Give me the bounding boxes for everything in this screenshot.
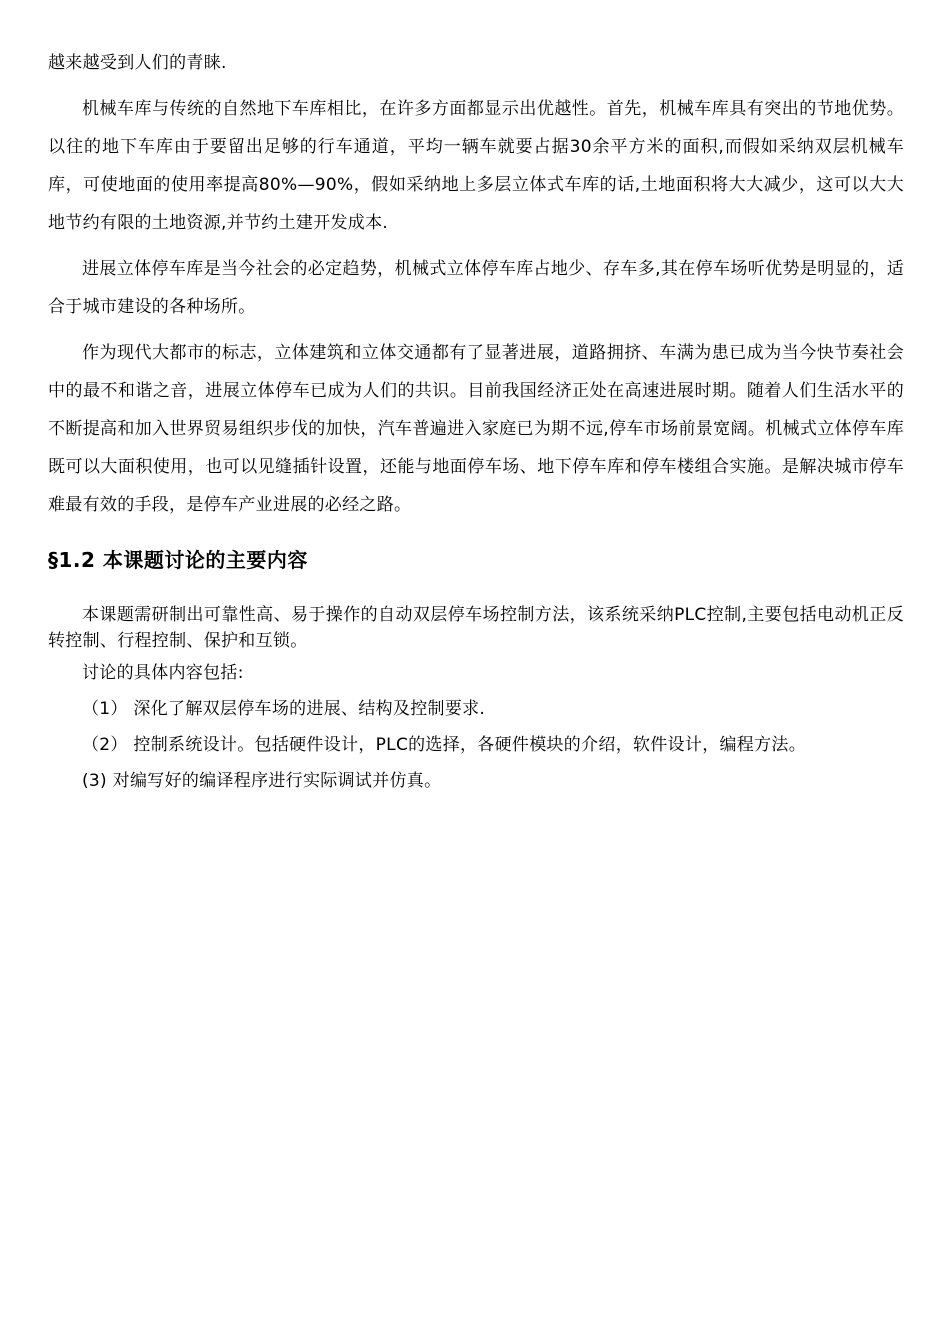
paragraph-garage-advantages: 机械车库与传统的自然地下车库相比，在许多方面都显示出优越性。首先，机械车库具有突出的节地优势。以往的地下车库由于要留出足够的行车通道，平均一辆车就要占据30余平方米的面积,而假如采纳双层机械车库，可使地面的使用率提高80%—90%，假如采纳地上多层立体式车库的话,土地面积将大大减少，这可以大大地节约有限的土地资源,并节约土建开发成本.	[48, 99, 904, 233]
document-page	[48, 44, 904, 794]
paragraph-trend: 进展立体停车库是当今社会的必定趋势，机械式立体停车库占地少、存车多,其在停车场听优势是明显的，适合于城市建设的各种场所。	[48, 259, 904, 317]
paragraph-contents-intro: 讨论的具体内容包括:	[82, 663, 244, 683]
section-heading: §1.2 本课题讨论的主要内容	[48, 548, 308, 572]
paragraph-topic: 本课题需研制出可靠性高、易于操作的自动双层停车场控制方法，该系统采纳PLC控制,主要包括电动机正反转控制、行程控制、保护和互锁。	[48, 605, 904, 651]
list-item: （1） 深化了解双层停车场的进展、结构及控制要求.	[82, 699, 486, 719]
paragraph-metropolis: 作为现代大都市的标志，立体建筑和立体交通都有了显著进展，道路拥挤、车满为患已成为当今快节奏社会中的最不和谐之音，进展立体停车已成为人们的共识。目前我国经济正处在高速进展时期。随着人们生活水平的不断提高和加入世界贸易组织步伐的加快，汽车普遍进入家庭已为期不远,停车市场前景宽阔。机械式立体停车库既可以大面积使用，也可以见缝插针设置，还能与地面停车场、地下停车库和停车楼组合实施。是解决城市停车难最有效的手段，是停车产业进展的必经之路。	[48, 343, 904, 515]
list-item: （2） 控制系统设计。包括硬件设计，PLC的选择，各硬件模块的介绍，软件设计，编程方法。	[82, 735, 807, 755]
list-item: (3) 对编写好的编译程序进行实际调试并仿真。	[82, 771, 442, 791]
paragraph-continuation: 越来越受到人们的青睐.	[48, 53, 227, 73]
